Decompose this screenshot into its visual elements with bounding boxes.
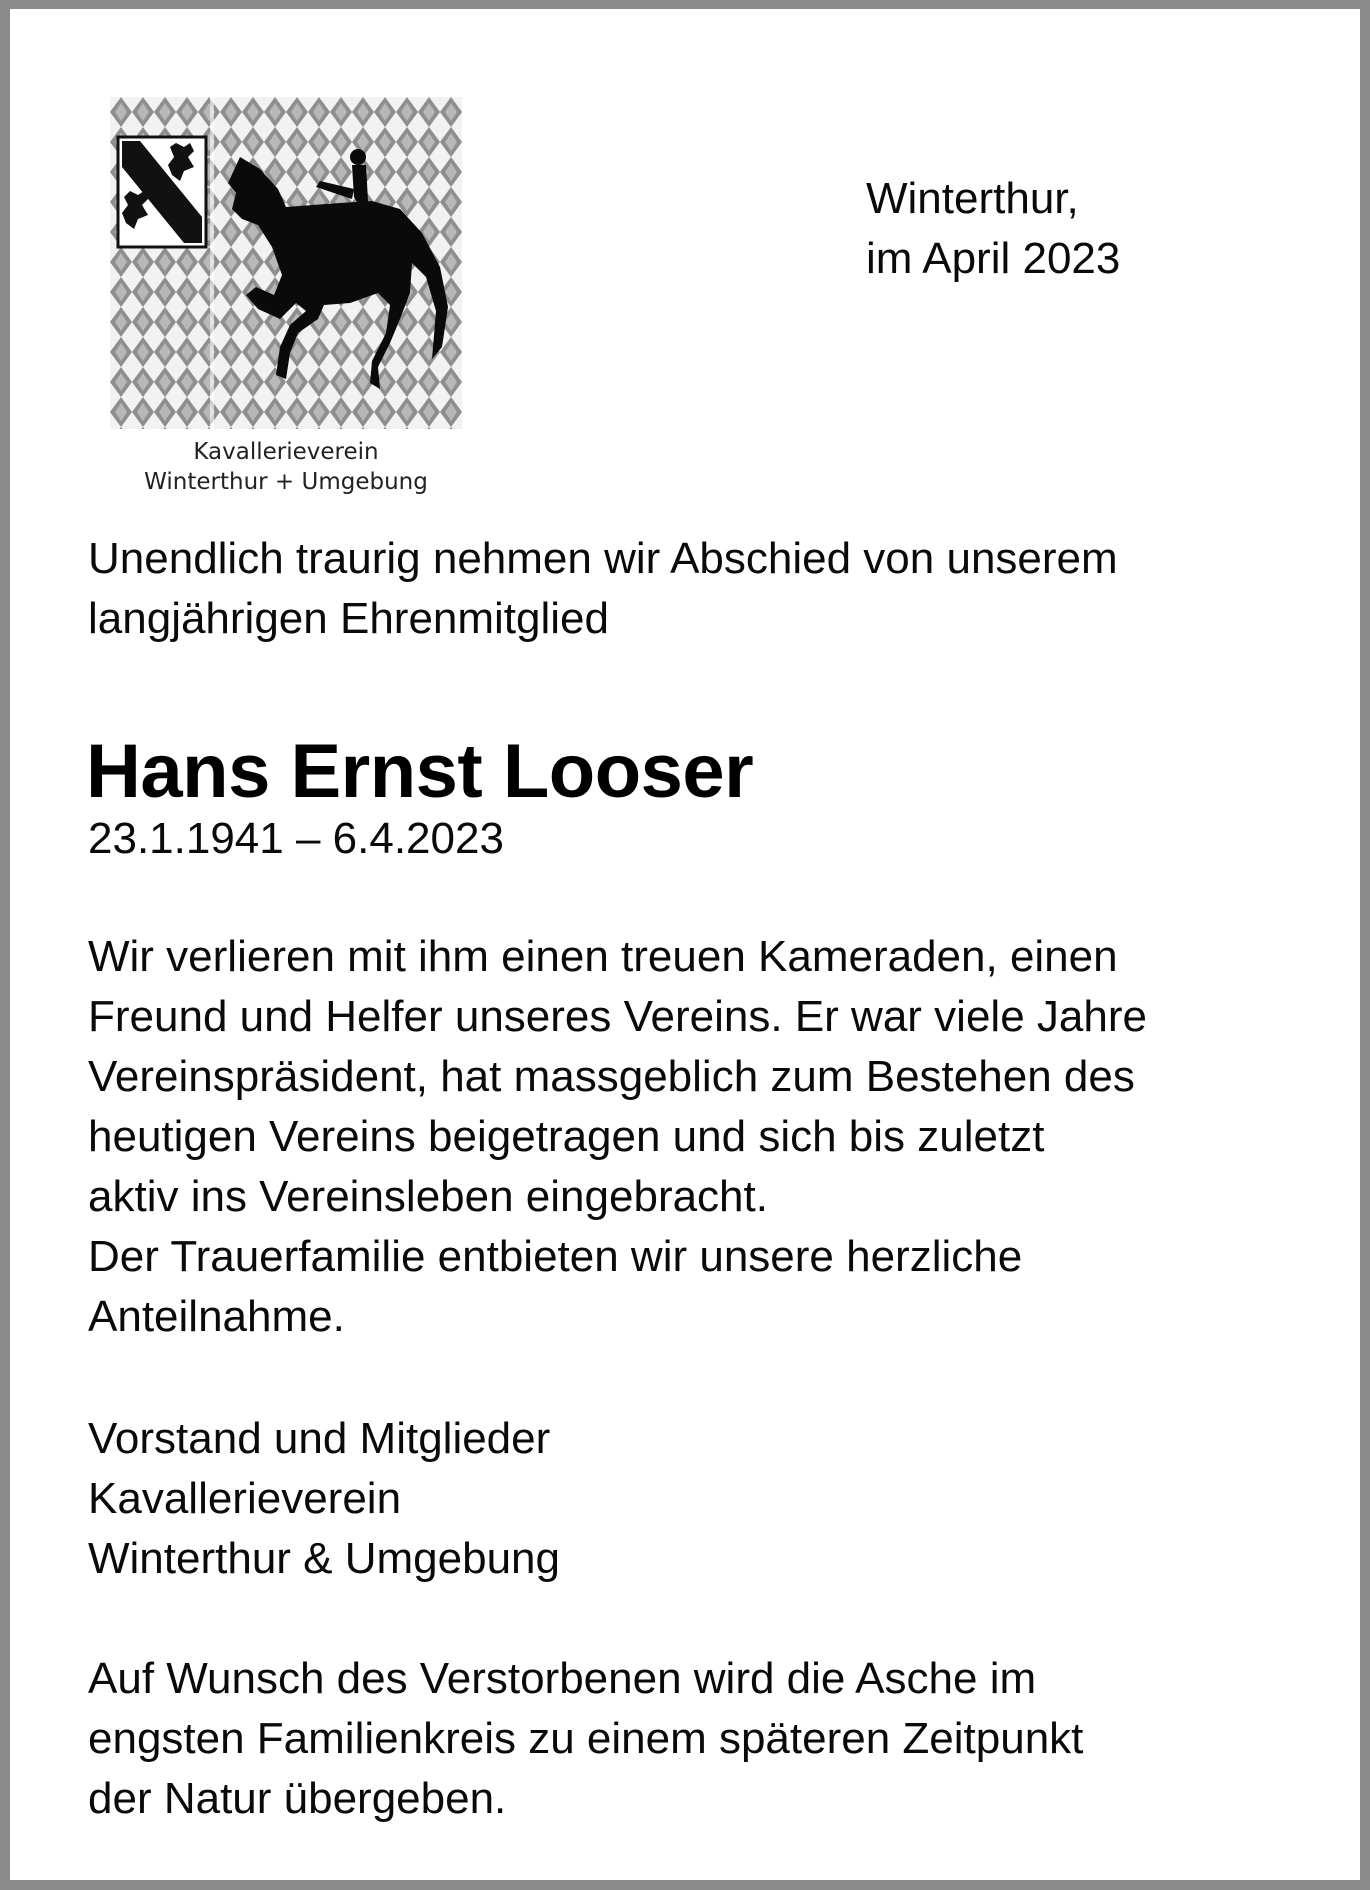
intro-line: Unendlich traurig nehmen wir Abschied von unserem: [88, 534, 1118, 583]
tribute-line: Freund und Helfer unseres Vereins. Er war viele Jahre: [88, 992, 1147, 1041]
note-line: Auf Wunsch des Verstorbenen wird die Asche im: [88, 1654, 1037, 1703]
signature-line: Winterthur & Umgebung: [88, 1534, 560, 1583]
tribute-text: [88, 927, 1328, 1347]
tribute-line: Anteilnahme.: [88, 1292, 345, 1341]
funeral-note: [88, 1649, 1328, 1829]
signature-line: Vorstand und Mitglieder: [88, 1414, 551, 1463]
tribute-line: Vereinspräsident, hat massgeblich zum Bestehen des: [88, 1052, 1135, 1101]
tribute-line: heutigen Vereins beigetragen und sich bis zuletzt: [88, 1112, 1045, 1161]
intro-text: [88, 529, 1328, 649]
intro-line: langjährigen Ehrenmitglied: [88, 594, 609, 643]
life-dates: [88, 809, 1328, 869]
deceased-name: Hans Ernst Looser: [86, 729, 754, 814]
cavalry-rider-emblem-icon: [110, 97, 462, 429]
note-line: engsten Familienkreis zu einem späteren Zeitpunkt: [88, 1714, 1084, 1763]
date: im April 2023: [866, 234, 1121, 283]
signature-block: [88, 1409, 1328, 1589]
club-logo: [106, 97, 466, 507]
life-dates-text: 23.1.1941 – 6.4.2023: [88, 814, 504, 863]
logo-caption-line1: Kavallerieverein: [193, 439, 379, 465]
tribute-line: Wir verlieren mit ihm einen treuen Kameraden, einen: [88, 932, 1118, 981]
tribute-line: aktiv ins Vereinsleben eingebracht.: [88, 1172, 768, 1221]
place: Winterthur,: [866, 174, 1079, 223]
coat-of-arms-icon: [118, 137, 206, 247]
note-line: der Natur übergeben.: [88, 1774, 507, 1823]
place-and-date: [866, 169, 1120, 289]
logo-caption: [106, 437, 466, 497]
logo-caption-line2: Winterthur + Umgebung: [144, 469, 428, 495]
signature-line: Kavallerieverein: [88, 1474, 402, 1523]
tribute-line: Der Trauerfamilie entbieten wir unsere herzliche: [88, 1232, 1023, 1281]
